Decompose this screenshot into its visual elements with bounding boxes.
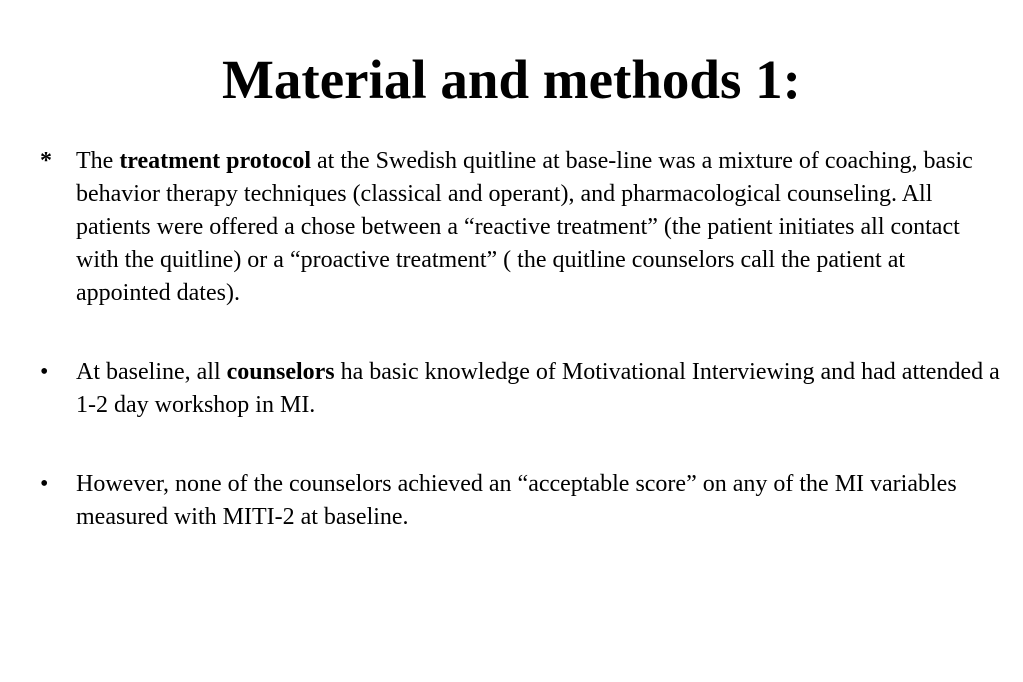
bullet-text-bold: counselors — [226, 359, 335, 385]
bullet-marker: • — [40, 359, 49, 385]
bullet-item-acceptable-score — [40, 468, 1000, 534]
bullet-item-treatment-protocol — [40, 145, 1000, 310]
asterisk-marker: * — [40, 148, 52, 174]
bullet-item-counselors — [40, 356, 1000, 422]
bullet-list — [40, 145, 1000, 534]
bullet-text-post: ha basic knowledge of Motivational Interviewing and had attended a 1-2 day workshop in MI. — [76, 359, 1000, 418]
bullet-marker: • — [40, 471, 49, 497]
slide-title: Material and methods 1: — [222, 49, 801, 110]
bullet-text-bold: treatment protocol — [119, 148, 312, 174]
bullet-text-pre: The — [76, 148, 120, 174]
bullet-text: However, none of the counselors achieved an “acceptable score” on any of the MI variables measured with MITI-2 at baseline. — [76, 471, 957, 530]
bullet-text — [76, 359, 1000, 418]
bullet-text-pre: At baseline, all — [76, 359, 227, 385]
bullet-text-post: at the Swedish quitline at base-line was a mixture of coaching, basic behavior therapy techniques (classical and operant), and pharmacological counseling. All patients were offered a chose between a “reactive treatment” (the patient initiates all contact with the quitline) or a “proactive treatment” ( the quitline counselors call the patient at appointed dates). — [76, 148, 973, 306]
bullet-text — [76, 148, 973, 306]
